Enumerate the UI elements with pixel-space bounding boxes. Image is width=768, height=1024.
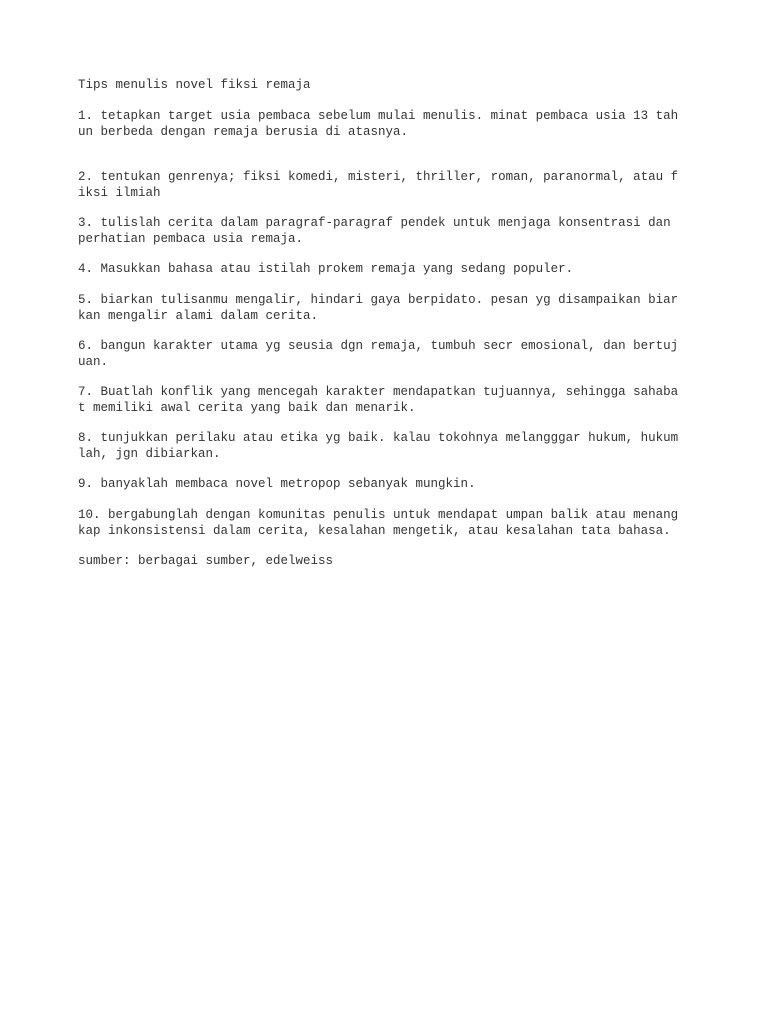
tip-item-6: 6. bangun karakter utama yg seusia dgn remaja, tumbuh secr emosional, dan bertuj uan. <box>78 339 679 369</box>
tip-item-8: 8. tunjukkan perilaku atau etika yg baik. kalau tokohnya melangggar hukum, hukum lah, jgn dibiarkan. <box>78 431 679 461</box>
tip-item-1: 1. tetapkan target usia pembaca sebelum mulai menulis. minat pembaca usia 13 tah un berbeda dengan remaja berusia di atasnya. <box>78 109 679 139</box>
tip-item-4: 4. Masukkan bahasa atau istilah prokem remaja yang sedang populer. <box>78 262 574 276</box>
tip-item-5: 5. biarkan tulisanmu mengalir, hindari gaya berpidato. pesan yg disampaikan biar kan mengalir alami dalam cerita. <box>78 293 679 323</box>
tip-item-7: 7. Buatlah konflik yang mencegah karakter mendapatkan tujuannya, sehingga sahaba t memiliki awal cerita yang baik dan menarik. <box>78 385 679 415</box>
tip-item-10: 10. bergabunglah dengan komunitas penulis untuk mendapat umpan balik atau menang kap inkonsistensi dalam cerita, kesalahan mengetik, atau kesalahan tata bahasa. <box>78 508 679 538</box>
tip-item-9: 9. banyaklah membaca novel metropop sebanyak mungkin. <box>78 477 476 491</box>
tip-item-3: 3. tulislah cerita dalam paragraf-paragraf pendek untuk menjaga konsentrasi dan perhatian pembaca usia remaja. <box>78 216 671 246</box>
document-title: Tips menulis novel fiksi remaja <box>78 78 311 92</box>
source-note: sumber: berbagai sumber, edelweiss <box>78 554 334 568</box>
tip-item-2: 2. tentukan genrenya; fiksi komedi, misteri, thriller, roman, paranormal, atau f iksi ilmiah <box>78 170 679 200</box>
